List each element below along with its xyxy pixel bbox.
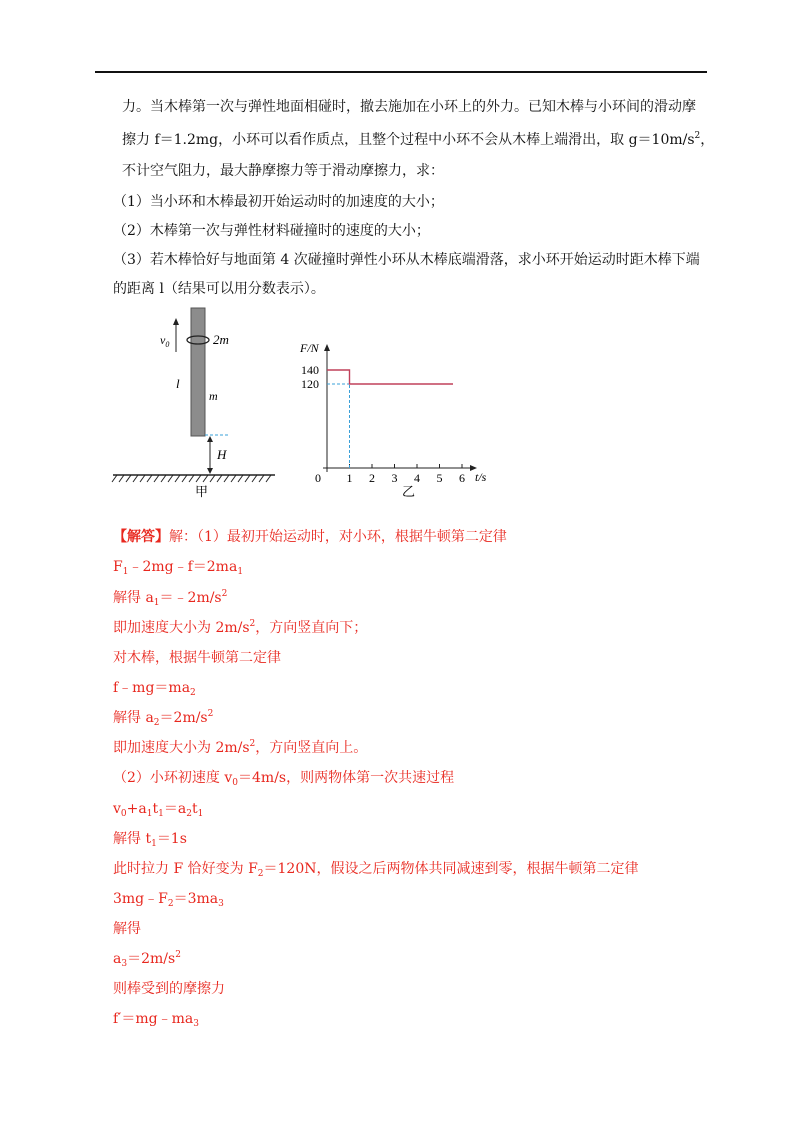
solution-line-7: 解得 $a_2=2m/s^2$ xyxy=(113,709,214,728)
hatch-line xyxy=(217,475,222,482)
problem-line-1: 力。当木棒第一次与弹性地面相碰时，撤去施加在小环上的外力。已知木棒与小环间的滑动摩 xyxy=(122,99,696,115)
hatch-line xyxy=(231,475,236,482)
y-axis-arrow xyxy=(324,344,330,351)
hatch-line xyxy=(224,475,229,482)
hatch-line xyxy=(154,475,159,482)
solution-line-8: 即加速度大小为 $2m/s^2$，方向竖直向上。 xyxy=(113,739,368,756)
hatch-line xyxy=(168,475,173,482)
ring-mass-label: 2m xyxy=(213,332,229,347)
figure-yi-chart xyxy=(299,341,487,499)
x-tick-label: 4 xyxy=(414,471,420,485)
hatch-line xyxy=(252,475,257,482)
hatch-line xyxy=(175,475,180,482)
x-axis-label: t/s xyxy=(475,470,487,484)
solution-line-4: 即加速度大小为 $2m/s^2$，方向竖直向下； xyxy=(113,619,368,636)
solution-line-17: $f'=mg﹣ma_3$ xyxy=(113,1011,199,1029)
height-label: H xyxy=(217,447,227,462)
x-tick-label: 1 xyxy=(346,471,353,485)
hatch-line xyxy=(245,475,250,482)
x-tick-label: 5 xyxy=(436,471,443,485)
x-tick-label: 6 xyxy=(459,471,465,485)
hatch-line xyxy=(266,475,271,482)
guide-lines xyxy=(327,370,350,468)
y-tick-label: 120 xyxy=(301,377,319,391)
x-ticks xyxy=(347,464,466,485)
solution-line-11: 解得 $t_1=1s$ xyxy=(113,831,187,849)
hatch-line xyxy=(203,475,208,482)
hatch-line xyxy=(147,475,152,482)
caption-jia: 甲 xyxy=(195,484,209,499)
v0-label: $v_0$ xyxy=(160,333,170,349)
hatch-line xyxy=(182,475,187,482)
y-ticks xyxy=(301,363,319,391)
x-tick-label: 2 xyxy=(369,471,375,485)
hatch-line xyxy=(189,475,194,482)
solution-line-3: 解得 $a_1=﹣2m/s^2$ xyxy=(113,589,228,608)
solution-line-2: $F_1﹣2mg﹣f=2ma_1$ xyxy=(113,559,244,577)
problem-line-2: 擦力 f＝1.2mg，小环可以看作质点，且整个过程中小环不会从木棒上端滑出，取 $g=10m/s^2$， xyxy=(122,131,715,148)
solution-line-16: 则棒受到的摩擦力 xyxy=(113,981,225,997)
hatch-line xyxy=(126,475,131,482)
ground-hatching xyxy=(112,475,271,482)
question-2: （2）木棒第一次与弹性材料碰撞时的速度的大小； xyxy=(113,223,430,239)
velocity-arrowhead xyxy=(173,318,179,325)
caption-yi: 乙 xyxy=(402,484,416,499)
hatch-line xyxy=(140,475,145,482)
hatch-line xyxy=(238,475,243,482)
solution-line-15: $a_3=2m/s^2$ xyxy=(113,950,181,969)
hatch-line xyxy=(112,475,117,482)
hatch-line xyxy=(119,475,124,482)
solution-line-10: $v_0+a_1t_1=a_2t_1$ xyxy=(113,801,204,819)
wooden-rod xyxy=(191,308,205,436)
y-axis-label: F/N xyxy=(300,341,319,355)
solution-line-12: 此时拉力 F 恰好变为 $F_2=120N$，假设之后两物体共同减速到零，根据牛顿第二定律 xyxy=(113,861,639,879)
hatch-line xyxy=(210,475,215,482)
origin-label: 0 xyxy=(315,471,321,485)
problem-line-3: 不计空气阻力，最大静摩擦力等于滑动摩擦力，求： xyxy=(122,163,444,179)
length-label: l xyxy=(176,376,180,391)
hatch-line xyxy=(133,475,138,482)
solution-head: 【解答】 xyxy=(113,529,169,545)
x-tick-label: 3 xyxy=(391,471,398,485)
solution-line-6: $f﹣mg=ma_2$ xyxy=(113,680,196,698)
force-series-line xyxy=(327,370,453,384)
height-arrow-bottom xyxy=(207,468,213,474)
question-3: （3）若木棒恰好与地面第 4 次碰撞时弹性小环从木棒底端滑落，求小环开始运动时距木棒下端 xyxy=(113,252,700,268)
solution-line-14: 解得 xyxy=(113,921,141,937)
figure-jia xyxy=(112,308,275,499)
y-tick-label: 140 xyxy=(301,363,319,377)
physics-figure xyxy=(105,300,525,500)
header-rule xyxy=(95,71,707,73)
hatch-line xyxy=(259,475,264,482)
solution-line-9: （2）小环初速度 $v_0=4m/s$，则两物体第一次共速过程 xyxy=(113,770,455,788)
solution-line-5: 对木棒，根据牛顿第二定律 xyxy=(113,650,281,666)
hatch-line xyxy=(161,475,166,482)
hatch-line xyxy=(196,475,201,482)
solution-line-1: 【解答】解：（1）最初开始运动时，对小环，根据牛顿第二定律 xyxy=(113,529,507,545)
question-3-cont: 的距离 l（结果可以用分数表示）。 xyxy=(113,281,325,297)
solution-line-13: $3mg﹣F_2=3ma_3$ xyxy=(113,891,224,909)
rod-mass-label: m xyxy=(209,389,218,403)
question-1: （1）当小环和木棒最初开始运动时的加速度的大小； xyxy=(113,194,444,210)
height-arrow-top xyxy=(207,436,213,442)
